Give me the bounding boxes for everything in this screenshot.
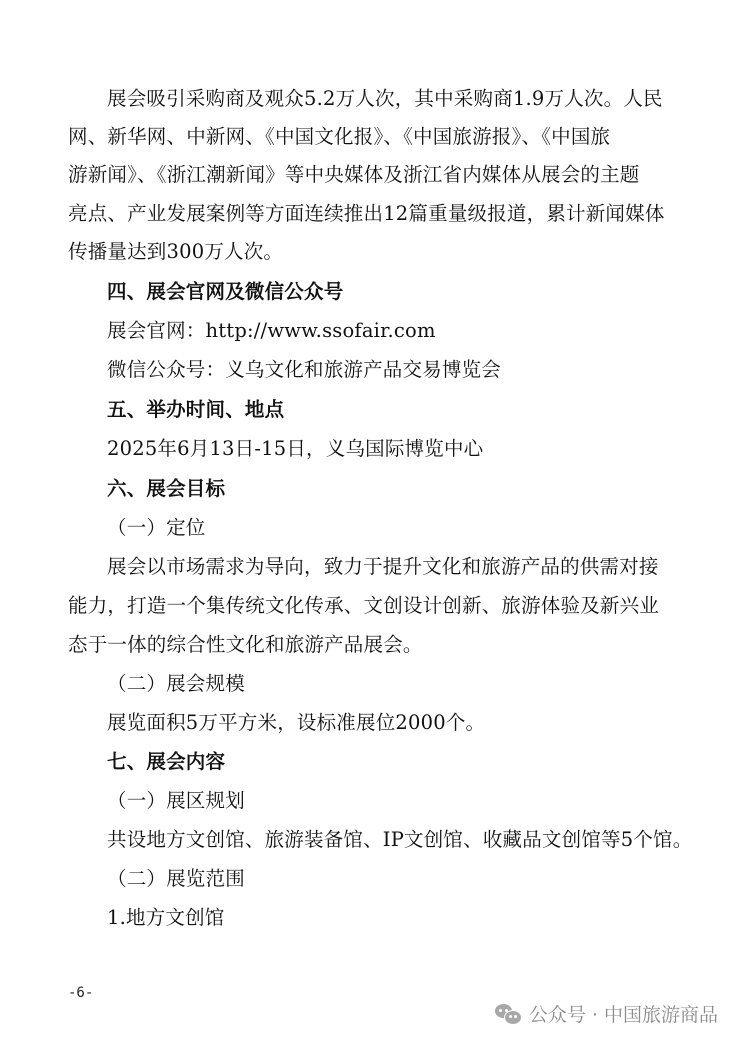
paragraph-line: 游新闻》、《浙江潮新闻》等中央媒体及浙江省内媒体从展会的主题 [68, 163, 640, 186]
section-heading: 七、展会内容 [107, 750, 226, 773]
section-heading: 六、展会目标 [107, 477, 226, 500]
paragraph-line: 展会以市场需求为导向，致力于提升文化和旅游产品的供需对接 [107, 555, 659, 578]
paragraph-line: 展会吸引采购商及观众5.2万人次，其中采购商1.9万人次。人民 [107, 87, 663, 110]
watermark [495, 1000, 718, 1027]
paragraph-line: 传播量达到300万人次。 [68, 240, 284, 263]
paragraph-line: 亮点、产业发展案例等方面连续推出12篇重量级报道，累计新闻媒体 [68, 202, 665, 225]
wechat-account-line: 微信公众号：义乌文化和旅游产品交易博览会 [107, 358, 502, 381]
section-heading: 四、展会官网及微信公众号 [107, 280, 344, 303]
section-heading: 五、举办时间、地点 [107, 398, 285, 421]
paragraph-line: 能力，打造一个集传统文化传承、文创设计创新、旅游体验及新兴业 [68, 594, 660, 617]
subsection-heading: （二）展会规模 [107, 672, 245, 695]
website-line: 展会官网：http://www.ssofair.com [107, 319, 436, 342]
list-item-heading: 1.地方文创馆 [107, 906, 225, 929]
wechat-icon [495, 1003, 521, 1025]
watermark-text: 公众号 · 中国旅游商品 [528, 1004, 718, 1026]
paragraph-line: 展览面积5万平方米，设标准展位2000个。 [107, 711, 486, 734]
page-number: -6- [68, 985, 94, 1001]
subsection-heading: （一）定位 [107, 516, 206, 539]
paragraph-line: 态于一体的综合性文化和旅游产品展会。 [68, 633, 423, 656]
paragraph-line: 共设地方文创馆、旅游装备馆、IP文创馆、收藏品文创馆等5个馆。 [107, 828, 693, 851]
subsection-heading: （二）展览范围 [107, 867, 245, 890]
subsection-heading: （一）展区规划 [107, 789, 245, 812]
paragraph-line: 网、新华网、中新网、《中国文化报》、《中国旅游报》、《中国旅 [68, 125, 611, 148]
date-location-line: 2025年6月13日-15日，义乌国际博览中心 [107, 437, 484, 460]
